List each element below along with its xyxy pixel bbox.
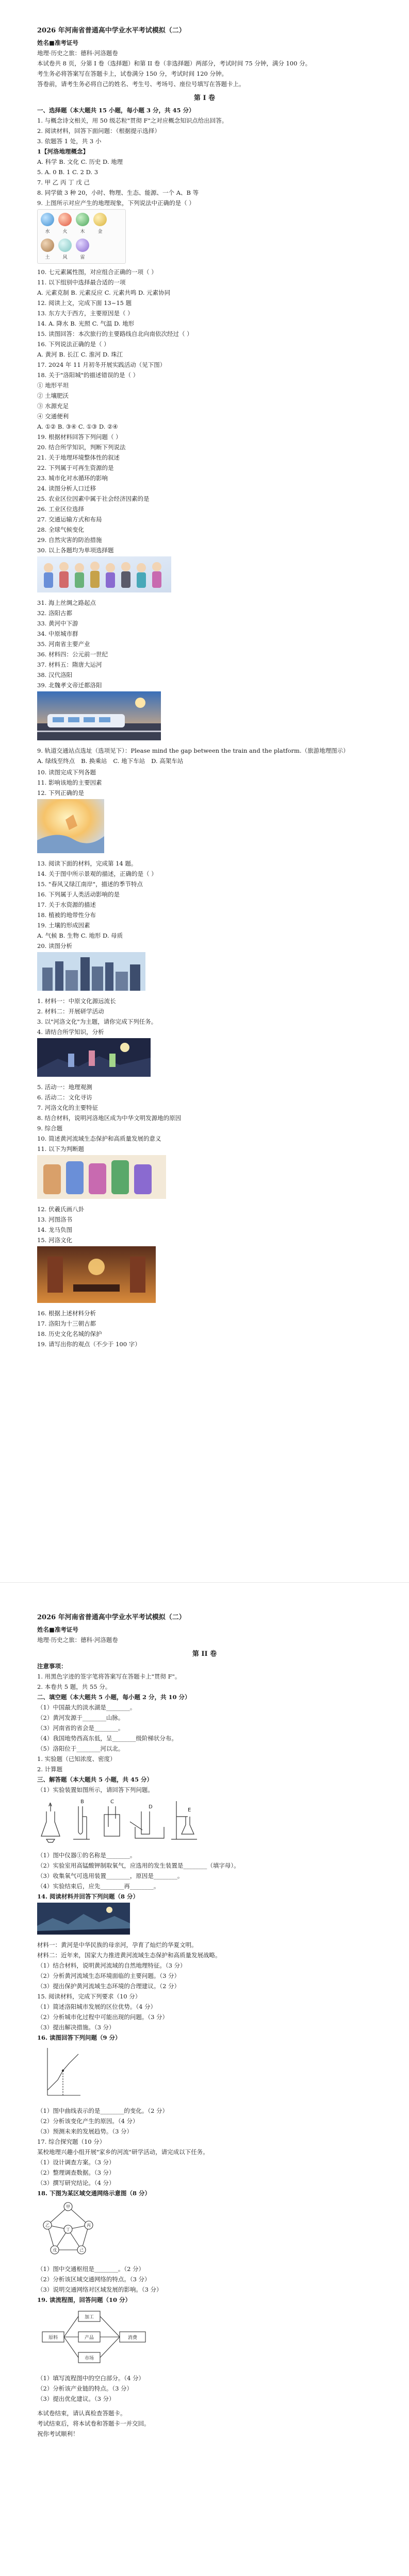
flow-box-label: 加工 [84, 2315, 94, 2320]
text-line: （1）结合材料，说明黄河流域的自然地理特征。（3 分） [37, 1962, 186, 1969]
train-caption: 9. 轨道交通站点选址（选项见下）：Please mind the gap between the train and the platform.（旅游地理图示） [37, 747, 349, 754]
apparatus-label: A [48, 1802, 52, 1808]
apparatus-label: D [149, 1804, 153, 1810]
text-line: 21. 关于地理环境整体性的叙述 [37, 454, 120, 461]
text-line: 32. 洛阳古都 [37, 609, 72, 617]
text-line: 10. 读图完成下列各题 [37, 769, 96, 776]
notes-title: 注意事项： [37, 1663, 67, 1670]
fire-orb-icon [58, 213, 72, 226]
element-icon: 土 [41, 239, 54, 260]
night-scene-figure [37, 1038, 372, 1079]
text-line: 1. 实验题（已知浓度、密度） [37, 1755, 116, 1762]
text-line: 18. 关于"洛阳城"的描述错误的是（ ） [37, 371, 139, 379]
landscape-photo-image [37, 1903, 130, 1935]
note-line: 2. 本卷共 5 题，共 55 分。 [37, 1683, 111, 1690]
text-line: （1）填写流程图中的空白部分。（4 分） [37, 2375, 145, 2382]
text-line: A. 气候 B. 生物 C. 地形 D. 母质 [37, 932, 123, 939]
text-line: 17. 关于水资源的描述 [37, 901, 96, 908]
text-line: ② 土壤肥沃 [37, 392, 69, 399]
element-icon: 木 [76, 213, 89, 234]
text-line: 材料二：近年来，国家大力推进黄河流域生态保护和高质量发展战略。 [37, 1952, 221, 1959]
text-line: 2. 计算题 [37, 1766, 63, 1773]
footer-line: 考试结束后，将本试卷和答题卡一并交回。 [37, 2420, 150, 2427]
element-icon: 火 [58, 213, 72, 234]
thunder-orb-icon [76, 239, 89, 252]
text-line: 26. 工业区位选择 [37, 505, 84, 513]
text-line: 18. 植被的地带性分布 [37, 911, 96, 919]
question-block-c [37, 1851, 372, 1890]
exam-header: 2026 年河南省普通高中学业水平考试模拟（二） [37, 1614, 186, 1621]
train-options [37, 757, 372, 765]
text-line: 1【河洛地理概念】 [37, 148, 89, 155]
intro-line: 本试卷共 8 页，分第 I 卷（选择题）和第 II 卷（非选择题）两部分，考试时间 75 分钟，满分 100 分。 [37, 60, 312, 67]
network-node-label: 甲 [66, 2205, 70, 2209]
text-line: （1）设计调查方案。（3 分） [37, 2159, 115, 2166]
text-line: （3）撰写研究结论。（4 分） [37, 2179, 115, 2187]
element-icon: 金 [93, 213, 107, 234]
apparatus-caption: （1）实验装置如图所示，请回答下列问题。 [37, 1786, 154, 1793]
text-line: （3）提出优化建议。（3 分） [37, 2395, 115, 2402]
text-line: 35. 河南省主要产业 [37, 640, 90, 648]
text-line: 2. 阅读材料，回答下面问题：（根据提示选择） [37, 127, 160, 134]
question-block-e [37, 768, 372, 797]
text-line: A. ①② B. ③④ C. ①③ D. ②④ [37, 423, 118, 430]
element-icon: 雷 [76, 239, 89, 260]
flow-box-label: 市场 [84, 2356, 94, 2361]
flow-box-label: 消费 [127, 2335, 138, 2341]
flow-box-label: 原料 [48, 2335, 58, 2341]
name-line: 姓名■准考证号 [37, 1626, 78, 1633]
fill-line: （1）中国最大的淡水湖是________。 [37, 1704, 136, 1711]
network-diagram-figure [37, 2199, 372, 2261]
text-line: 材料一：黄河是中华民族的母亲河，孕育了灿烂的华夏文明。 [37, 1941, 198, 1948]
text-line: A. 黄河 B. 长江 C. 淮河 D. 珠江 [37, 351, 123, 358]
choice-heading: 一、选择题（本大题共 15 小题，每小题 3 分，共 45 分） [37, 107, 195, 114]
text-line: 17. 综合探究题（10 分） [37, 2138, 106, 2145]
text-line: （2）分析该变化产生的原因。（4 分） [37, 2117, 139, 2125]
character-lineup-image [37, 556, 171, 592]
text-line: 33. 黄河中下游 [37, 620, 78, 627]
text-line: 14. 关于图中所示景观的描述，正确的是（ ） [37, 870, 157, 877]
text-line: 19. 土壤的形成因素 [37, 922, 90, 929]
question-block-g [37, 2374, 372, 2403]
text-line: 10. 七元素属性图，对应组合正确的一项（ ） [37, 268, 157, 276]
name-line: 姓名■准考证号 [37, 39, 78, 46]
text-line: 7. 河洛文化的主要特征 [37, 1104, 99, 1111]
section-title: 第 II 卷 [192, 1650, 217, 1658]
text-line: （2）分析该产业链的特点。（3 分） [37, 2385, 133, 2392]
text-line: （3）提出保护黄河流域生态环境的合理建议。（2 分） [37, 1982, 181, 1990]
document-page-2 [0, 1582, 409, 2576]
text-line: 1. 与概念诗文相关，用 50 级芯粒"贯彻 F"之对应概念知识点给出回答。 [37, 117, 228, 124]
night-scene-image [37, 1038, 151, 1077]
text-line: ③ 水源充足 [37, 402, 69, 410]
text-line: 30. 以上各题均为单项选择题 [37, 547, 114, 554]
question-block-f [37, 2265, 372, 2294]
text-line: 11. 影响该地的主要因素 [37, 779, 102, 786]
sunset-illustration-figure [37, 799, 372, 855]
interior-scene-image [37, 1246, 156, 1303]
question-block-c [37, 381, 372, 554]
text-line: （4）实验结束后，应先________再________。 [37, 1883, 160, 1890]
text-line: 3. 以"河洛文化"为主题，请你完成下列任务。 [37, 1018, 157, 1025]
city-skyline-figure [37, 952, 372, 993]
text-line: 15. 读图回答：本次旅行的主要路线自北向南依次经过（ ） [37, 330, 193, 337]
text-line: 17. 2024 年 11 月初冬开展实践活动（见下图） [37, 361, 166, 368]
lab-apparatus-image [37, 1796, 202, 1845]
flowchart-figure [37, 2306, 372, 2370]
text-line: 36. 材料四：公元前一世纪 [37, 651, 108, 658]
text-line: 39. 北魏孝文帝迁都洛阳 [37, 682, 102, 689]
text-line: 20. 结合所学知识，判断下列说法 [37, 444, 126, 451]
text-line: （3）收集氧气可选用装置________，原因是________。 [37, 1872, 184, 1879]
text-line: 16. 根据上述材料分析 [37, 1310, 96, 1317]
question-block-d [37, 599, 372, 689]
sub-title: 地理·历史之旅：德科·河洛题卷 [37, 1636, 118, 1643]
fill-line: （2）黄河发源于________山脉。 [37, 1714, 124, 1721]
sub-title: 地理·历史之旅：德科·河洛题卷 [37, 49, 118, 57]
text-line: 8. 结合材料，说明河洛地区成为中华文明发源地的原因 [37, 1114, 182, 1122]
metal-orb-icon [93, 213, 107, 226]
question-block-d [37, 1941, 372, 2031]
element-icons-figure [37, 209, 126, 264]
option: C. 地下车站 [113, 757, 145, 765]
text-line: 15. 河洛文化 [37, 1236, 72, 1244]
text-line: 9. 上图所示对应产生的地理现象，下列说法中正确的是（ ） [37, 199, 195, 207]
element-icon: 水 [41, 213, 54, 234]
text-line: 9. 综合题 [37, 1125, 63, 1132]
text-line: 38. 汉代洛阳 [37, 671, 72, 679]
text-line: （3）说明交通网络对区域发展的影响。（3 分） [37, 2286, 162, 2293]
text-line: 19. 根据材料回答下列问题（ ） [37, 433, 122, 440]
interior-scene-figure [37, 1246, 372, 1305]
earth-orb-icon [41, 239, 54, 252]
text-line: 12. 伏羲氏画八卦 [37, 1206, 84, 1213]
text-line: 18. 历史文化名城的保护 [37, 1330, 102, 1337]
network-caption: 18. 下图为某区域交通网络示意图（8 分） [37, 2190, 151, 2197]
text-line: 28. 全球气候变化 [37, 526, 84, 533]
train-scene-figure [37, 691, 372, 742]
text-line: 25. 农业区位因素中属于社会经济因素的是 [37, 495, 150, 502]
network-diagram-image [37, 2199, 99, 2259]
fill-line: （3）河南省的省会是________。 [37, 1724, 124, 1732]
option: B. 换乘站 [81, 757, 107, 765]
option: D. 高架车站 [151, 757, 184, 765]
section-title: 第 I 卷 [193, 94, 216, 102]
flow-caption: 19. 读流程图，回答问题（10 分） [37, 2296, 132, 2303]
question-block-b [37, 268, 372, 379]
text-line: 22. 下列属于可再生资源的是 [37, 464, 114, 471]
text-line: 11. 以下为判断题 [37, 1145, 84, 1153]
flow-box-label: 产品 [84, 2335, 94, 2341]
intro-line: 考生务必将答案写在答题卡上，试卷满分 150 分，考试时间 120 分钟。 [37, 70, 228, 77]
footer-block [37, 2409, 372, 2438]
text-line: 37. 材料五：隋唐大运河 [37, 661, 102, 668]
apparatus-label: B [80, 1799, 84, 1805]
text-line: 某校地理兴趣小组开展"家乡的河流"研学活动，请完成以下任务。 [37, 2148, 209, 2156]
wood-orb-icon [76, 213, 89, 226]
text-line: 13. 河图洛书 [37, 1216, 72, 1223]
network-node-label: 丙 [87, 2223, 91, 2228]
text-line: （2）实验室用高锰酸钾制取氧气，应选用的发生装置是________（填字母）。 [37, 1862, 240, 1869]
text-line: 14. 龙马负图 [37, 1226, 72, 1233]
graph-caption: 16. 读图回答下列问题（9 分） [37, 2034, 121, 2041]
fill-line: （4）我国地势西高东低，呈________级阶梯状分布。 [37, 1735, 177, 1742]
character-roster-figure [37, 1155, 372, 1201]
fill-line: （5）洛阳位于________河以北。 [37, 1745, 124, 1752]
lab-apparatus-figure [37, 1796, 372, 1847]
text-line: 5. 活动一：地理观测 [37, 1083, 92, 1091]
question-block-e [37, 2107, 372, 2187]
intro-line: 答卷前，请考生务必将自己的姓名、考生号、考场号、座位号填写在答题卡上。 [37, 80, 245, 88]
network-node-label: 丁 [66, 2227, 70, 2232]
text-line: （3）提出解决措施。（3 分） [37, 2024, 115, 2031]
text-line: 2. 材料二：开展研学活动 [37, 1008, 104, 1015]
text-line: 13. 东方大于西方，主要原因是（ ） [37, 310, 134, 317]
question-block-i [37, 1205, 372, 1244]
network-node-label: 戊 [53, 2248, 57, 2252]
text-line: 15. "春风又绿江南岸"，描述的季节特点 [37, 880, 143, 888]
wind-orb-icon [58, 239, 72, 252]
footer-line: 祝你考试顺利！ [37, 2430, 79, 2437]
text-line: （1）简述洛阳城市发展的区位优势。（4 分） [37, 2003, 157, 2010]
network-node-label: 乙 [45, 2223, 50, 2228]
line-diagram-figure [37, 2044, 372, 2103]
footer-line: 本试卷结束，请认真检查答题卡。 [37, 2410, 126, 2417]
sunset-illustration-image [37, 799, 104, 853]
train-scene-image [37, 691, 161, 740]
water-orb-icon [41, 213, 54, 226]
character-roster-image [37, 1155, 166, 1199]
character-lineup-figure [37, 556, 372, 595]
question-block-j [37, 1309, 372, 1348]
text-line: 17. 洛阳为十三朝古都 [37, 1320, 96, 1327]
text-line: ④ 交通便利 [37, 413, 69, 420]
text-line: 16. 下列属于人类活动影响的是 [37, 891, 120, 898]
text-line: 6. 活动二：文化寻访 [37, 1094, 92, 1101]
text-line: 29. 自然灾害的防治措施 [37, 536, 102, 544]
apparatus-label: C [110, 1799, 114, 1805]
apparatus-label: E [188, 1807, 191, 1813]
option: A. 绿线至终点 [37, 757, 75, 765]
text-line: （2）分析黄河流域生态环境面临的主要问题。（3 分） [37, 1972, 181, 1979]
text-line: 15. 阅读材料，完成下列要求（10 分） [37, 1993, 141, 2000]
question-block-h [37, 1083, 372, 1153]
text-line: 31. 海上丝绸之路起点 [37, 599, 96, 606]
text-line: A. 元素克制 B. 元素反应 C. 元素共鸣 D. 元素协同 [37, 289, 171, 296]
text-line: 20. 读图分析 [37, 942, 72, 950]
question-block-f [37, 859, 372, 950]
text-line: （2）分析该区域交通网络的特点。（3 分） [37, 2276, 151, 2283]
text-line: 7. 甲 乙 丙 丁 戊 己 [37, 179, 90, 186]
network-node-label: 己 [79, 2248, 84, 2252]
text-line: （3）预测未来的发展趋势。（3 分） [37, 2128, 133, 2135]
photo-caption: 14. 阅读材料并回答下列问题（8 分） [37, 1893, 139, 1900]
fill-heading: 二、填空题（本大题共 5 小题，每小题 2 分，共 10 分） [37, 1693, 191, 1701]
text-line: 4. 请结合所学知识，分析 [37, 1028, 104, 1036]
note-line: 1. 用黑色字迹的签字笔将答案写在答题卡上"贯彻 F"。 [37, 1673, 181, 1680]
apparatus-heading: 三、解答题（本大题共 5 小题，共 45 分） [37, 1776, 153, 1783]
text-line: 23. 城市化对水循环的影响 [37, 474, 108, 482]
text-line: 12. 阅读上文，完成下面 13~15 题 [37, 299, 132, 307]
text-line: A. 科学 B. 文化 C. 历史 D. 地理 [37, 158, 123, 165]
text-line: 19. 请写出你的观点（不少于 100 字） [37, 1341, 141, 1348]
flowchart-image [37, 2306, 156, 2368]
element-icon: 风 [58, 239, 72, 260]
line-diagram-image [37, 2044, 84, 2100]
text-line: 3. 依题答 1 处，共 3 小 [37, 138, 102, 145]
text-line: 14. A. 降水 B. 光照 C. 气温 D. 地形 [37, 320, 135, 327]
text-line: 5. A. 0 B. 1 C. 2 D. 3 [37, 168, 99, 176]
city-skyline-image [37, 952, 145, 991]
text-line: 10. 简述黄河流域生态保护和高质量发展的意义 [37, 1135, 161, 1142]
exam-header: 2026 年河南省普通高中学业水平考试模拟（二） [37, 27, 186, 35]
text-line: 11. 以下组别中选择最合适的一项 [37, 279, 126, 286]
text-line: （2）整理调查数据。（3 分） [37, 2169, 115, 2176]
text-line: （1）图中交通枢纽是________。（2 分） [37, 2265, 145, 2273]
text-line: 24. 读图分析人口迁移 [37, 485, 96, 492]
text-line: ① 地形平坦 [37, 382, 69, 389]
text-line: 27. 交通运输方式和布局 [37, 516, 102, 523]
landscape-photo-figure [37, 1903, 372, 1937]
text-line: 34. 中原城市群 [37, 630, 78, 637]
question-block-a [37, 116, 372, 207]
text-line: （1）图中仪器①的名称是________。 [37, 1852, 136, 1859]
text-line: 16. 下列说法正确的是（ ） [37, 341, 110, 348]
text-line: 13. 阅读下面的材料，完成第 14 题。 [37, 860, 137, 867]
text-line: 8. 同学做 3 种 20，小时、物理、生态、能源、一个 A、B 等 [37, 189, 199, 196]
text-line: （2）分析城市化过程中可能出现的问题。（3 分） [37, 2013, 169, 2021]
text-line: 12. 下列正确的是 [37, 789, 84, 796]
text-line: （1）图中曲线表示的是________的变化。（2 分） [37, 2107, 169, 2114]
text-line: 1. 材料一：中原文化源远流长 [37, 997, 116, 1005]
question-block-g [37, 997, 372, 1036]
